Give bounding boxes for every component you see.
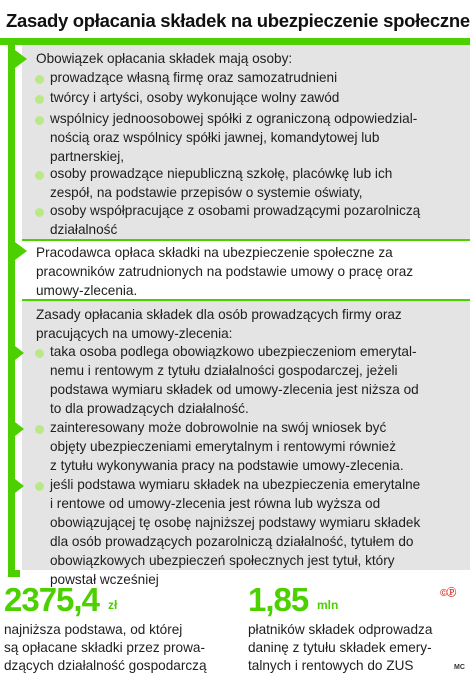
section-3-item: zainteresowany może dobrowolnie na swój wniosek być objęty ubezpieczeniami emerytalnym i rentowymi również z tytułu wykonywania pracy na podstawie umowy-zlecenia. — [50, 420, 404, 473]
bullet-icon — [35, 482, 44, 491]
section-3-item: taka osoba podlega obowiązkowo ubezpieczeniom emerytal- nemu i rentowym z tytułu działalności gospodarczej, jeżeli podstawa wymiaru składek od umowy-zlecenia jest niższa od to dla prowadzących działalność. — [50, 344, 419, 416]
section-1-item: osoby prowadzące niepubliczną szkołę, placówkę lub ich zespół, na podstawie przepisów o systemie oświaty, — [50, 166, 393, 200]
section-1-item: wspólnicy jednoosobowej spółki z ograniczoną odpowiedzial- nością oraz wspólnicy spółki jawnej, komandytowej lub partnerskiej, — [50, 111, 418, 164]
bullet-icon — [35, 349, 44, 358]
section-3-item: jeśli podstawa wymiaru składek na ubezpieczenia emerytalne i rentowe od umowy-zlecenia jest równa lub wyższa od obowiązującej tę osobę najniższej podstawy wymiaru składek dla osób prowadzących pozarolniczą działalność, tytułem do obowiązkowych ubezpieczeń społecznych jest tytuł, który powstał wcześniej — [50, 477, 421, 587]
arrow-section-2-icon — [15, 242, 27, 260]
page-title: Zasady opłacania składek na ubezpieczenie społeczne — [6, 10, 470, 31]
arrow-item-icon — [15, 479, 24, 493]
section-3-intro: Zasady opłacania składek dla osób prowadzących firmy oraz pracujących na umowy-zlecenia: — [36, 307, 402, 341]
stat-value: 2375,4 — [4, 581, 99, 618]
stat-unit: mln — [317, 598, 339, 612]
green-spine — [8, 45, 15, 570]
arrow-item-icon — [15, 346, 24, 360]
author-credit: MC — [454, 664, 465, 671]
section-1-item: osoby współpracujące z osobami prowadzącymi pozarolniczą działalność — [50, 203, 421, 237]
stat-description: płatników składek odprowadza daninę z tytułu składek emery- talnych i rentowych do ZUS — [248, 622, 433, 673]
arrow-section-1-icon — [15, 50, 27, 68]
bullet-icon — [35, 425, 44, 434]
bullet-icon — [35, 208, 44, 217]
section-1-intro: Obowiązek opłacania składek mają osoby: — [36, 51, 293, 66]
section-1-item: prowadzące własną firmę oraz samozatrudnieni — [50, 70, 338, 85]
bullet-icon — [35, 171, 44, 180]
stat-unit: zł — [108, 598, 118, 612]
stat-description: najniższa podstawa, od której są opłacane składki przez prowa- dzących działalność gospodarczą — [4, 622, 207, 673]
section-2-text: Pracodawca opłaca składki na ubezpieczenie społeczne za pracowników zatrudnionych na podstawie umowy o pracę oraz umowy-zlecenia. — [36, 245, 414, 298]
title-rule — [0, 38, 470, 45]
bullet-icon — [35, 116, 44, 125]
section-divider — [22, 239, 470, 241]
stat-value: 1,85 — [248, 581, 309, 618]
bullet-icon — [35, 95, 44, 104]
green-spine-foot — [8, 570, 20, 577]
section-1-item: twórcy i artyści, osoby wykonujące wolny zawód — [50, 90, 340, 105]
arrow-item-icon — [15, 422, 24, 436]
bullet-icon — [35, 75, 44, 84]
copyright-mark: ©Ⓟ — [440, 588, 456, 599]
